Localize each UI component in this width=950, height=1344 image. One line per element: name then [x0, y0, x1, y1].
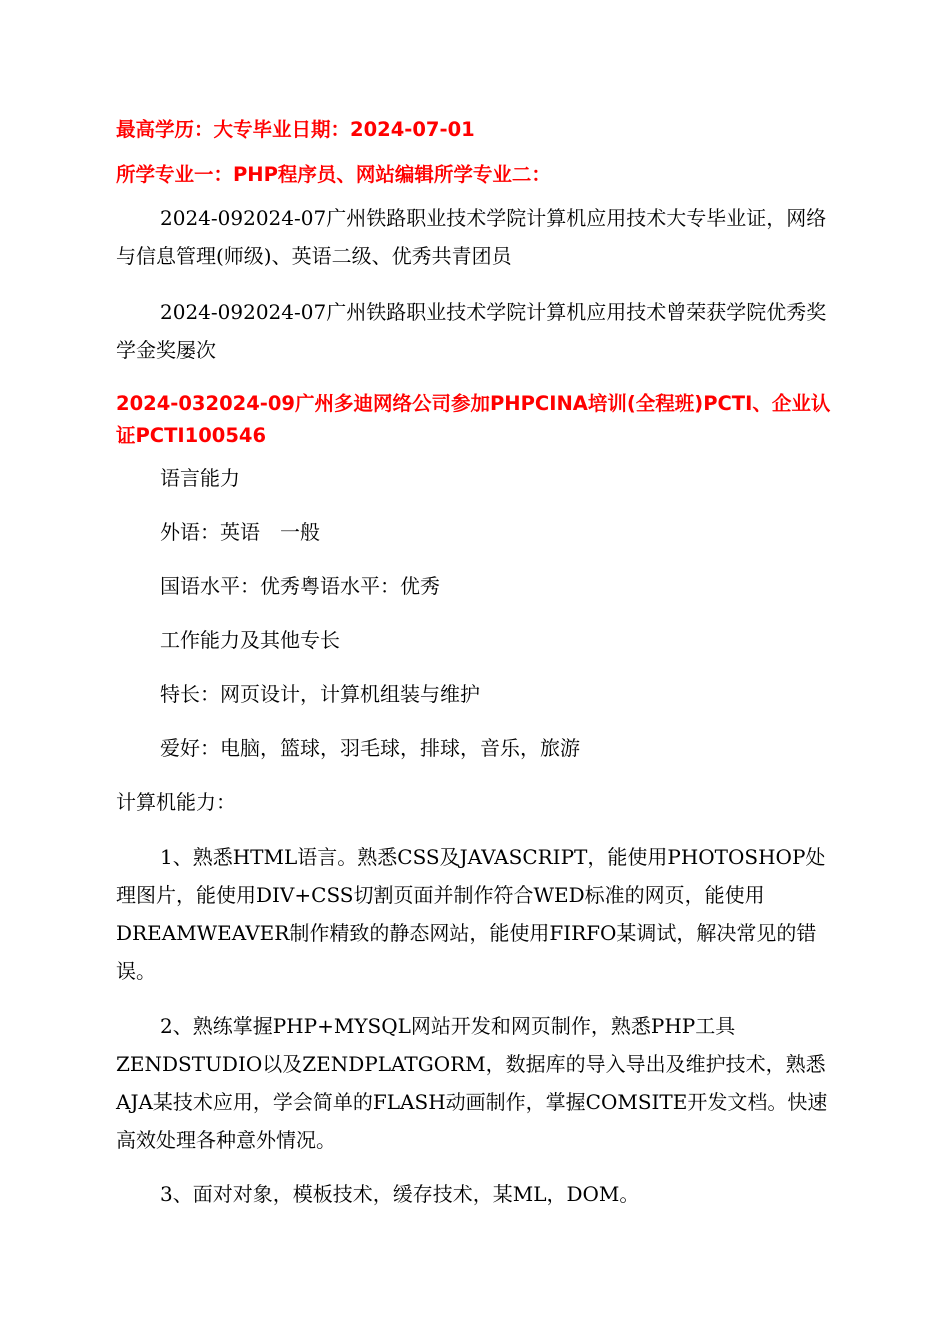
education-entry-2: 2024-092024-07广州铁路职业技术学院计算机应用技术曾荣获学院优秀奖学金奖屡次	[116, 300, 827, 362]
highest-degree-line: 最高学历：大专毕业日期：2024-07-01	[116, 118, 475, 141]
computer-item-2: 2、熟练掌握PHP+MYSQL网站开发和网页制作，熟悉PHP工具ZENDSTUDIO以及ZENDPLATGORM，数据库的导入导出及维护技术，熟悉AJA某技术应用，学会简单的FLASH动画制作，掌握COMSITE开发文档。快速高效处理各种意外情况。	[116, 1014, 828, 1152]
hobbies-line: 爱好：电脑，篮球，羽毛球，排球，音乐，旅游	[160, 736, 580, 760]
computer-item-3: 3、面对对象，模板技术，缓存技术，某ML，DOM。	[160, 1182, 640, 1206]
computer-heading: 计算机能力：	[116, 790, 236, 814]
skills-heading: 工作能力及其他专长	[160, 628, 340, 652]
major-line: 所学专业一：PHP程序员、网站编辑所学专业二：	[116, 163, 551, 186]
specialty-line: 特长：网页设计，计算机组装与维护	[160, 682, 480, 706]
education-entry-1: 2024-092024-07广州铁路职业技术学院计算机应用技术大专毕业证，网络与信息管理(师级)、英语二级、优秀共青团员	[116, 206, 827, 268]
dialect-level-line: 国语水平：优秀粤语水平：优秀	[160, 574, 440, 598]
language-heading: 语言能力	[160, 466, 240, 490]
foreign-language-line: 外语：英语 一般	[160, 520, 320, 544]
training-line: 2024-032024-09广州多迪网络公司参加PHPCINA培训(全程班)PCTI、企业认证PCTI100546	[116, 392, 831, 447]
computer-item-1: 1、熟悉HTML语言。熟悉CSS及JAVASCRIPT，能使用PHOTOSHOP处理图片，能使用DIV+CSS切割页面并制作符合WED标准的网页，能使用DREAMWEAVER制作精致的静态网站，能使用FIRFO某调试，解决常见的错误。	[116, 845, 826, 983]
